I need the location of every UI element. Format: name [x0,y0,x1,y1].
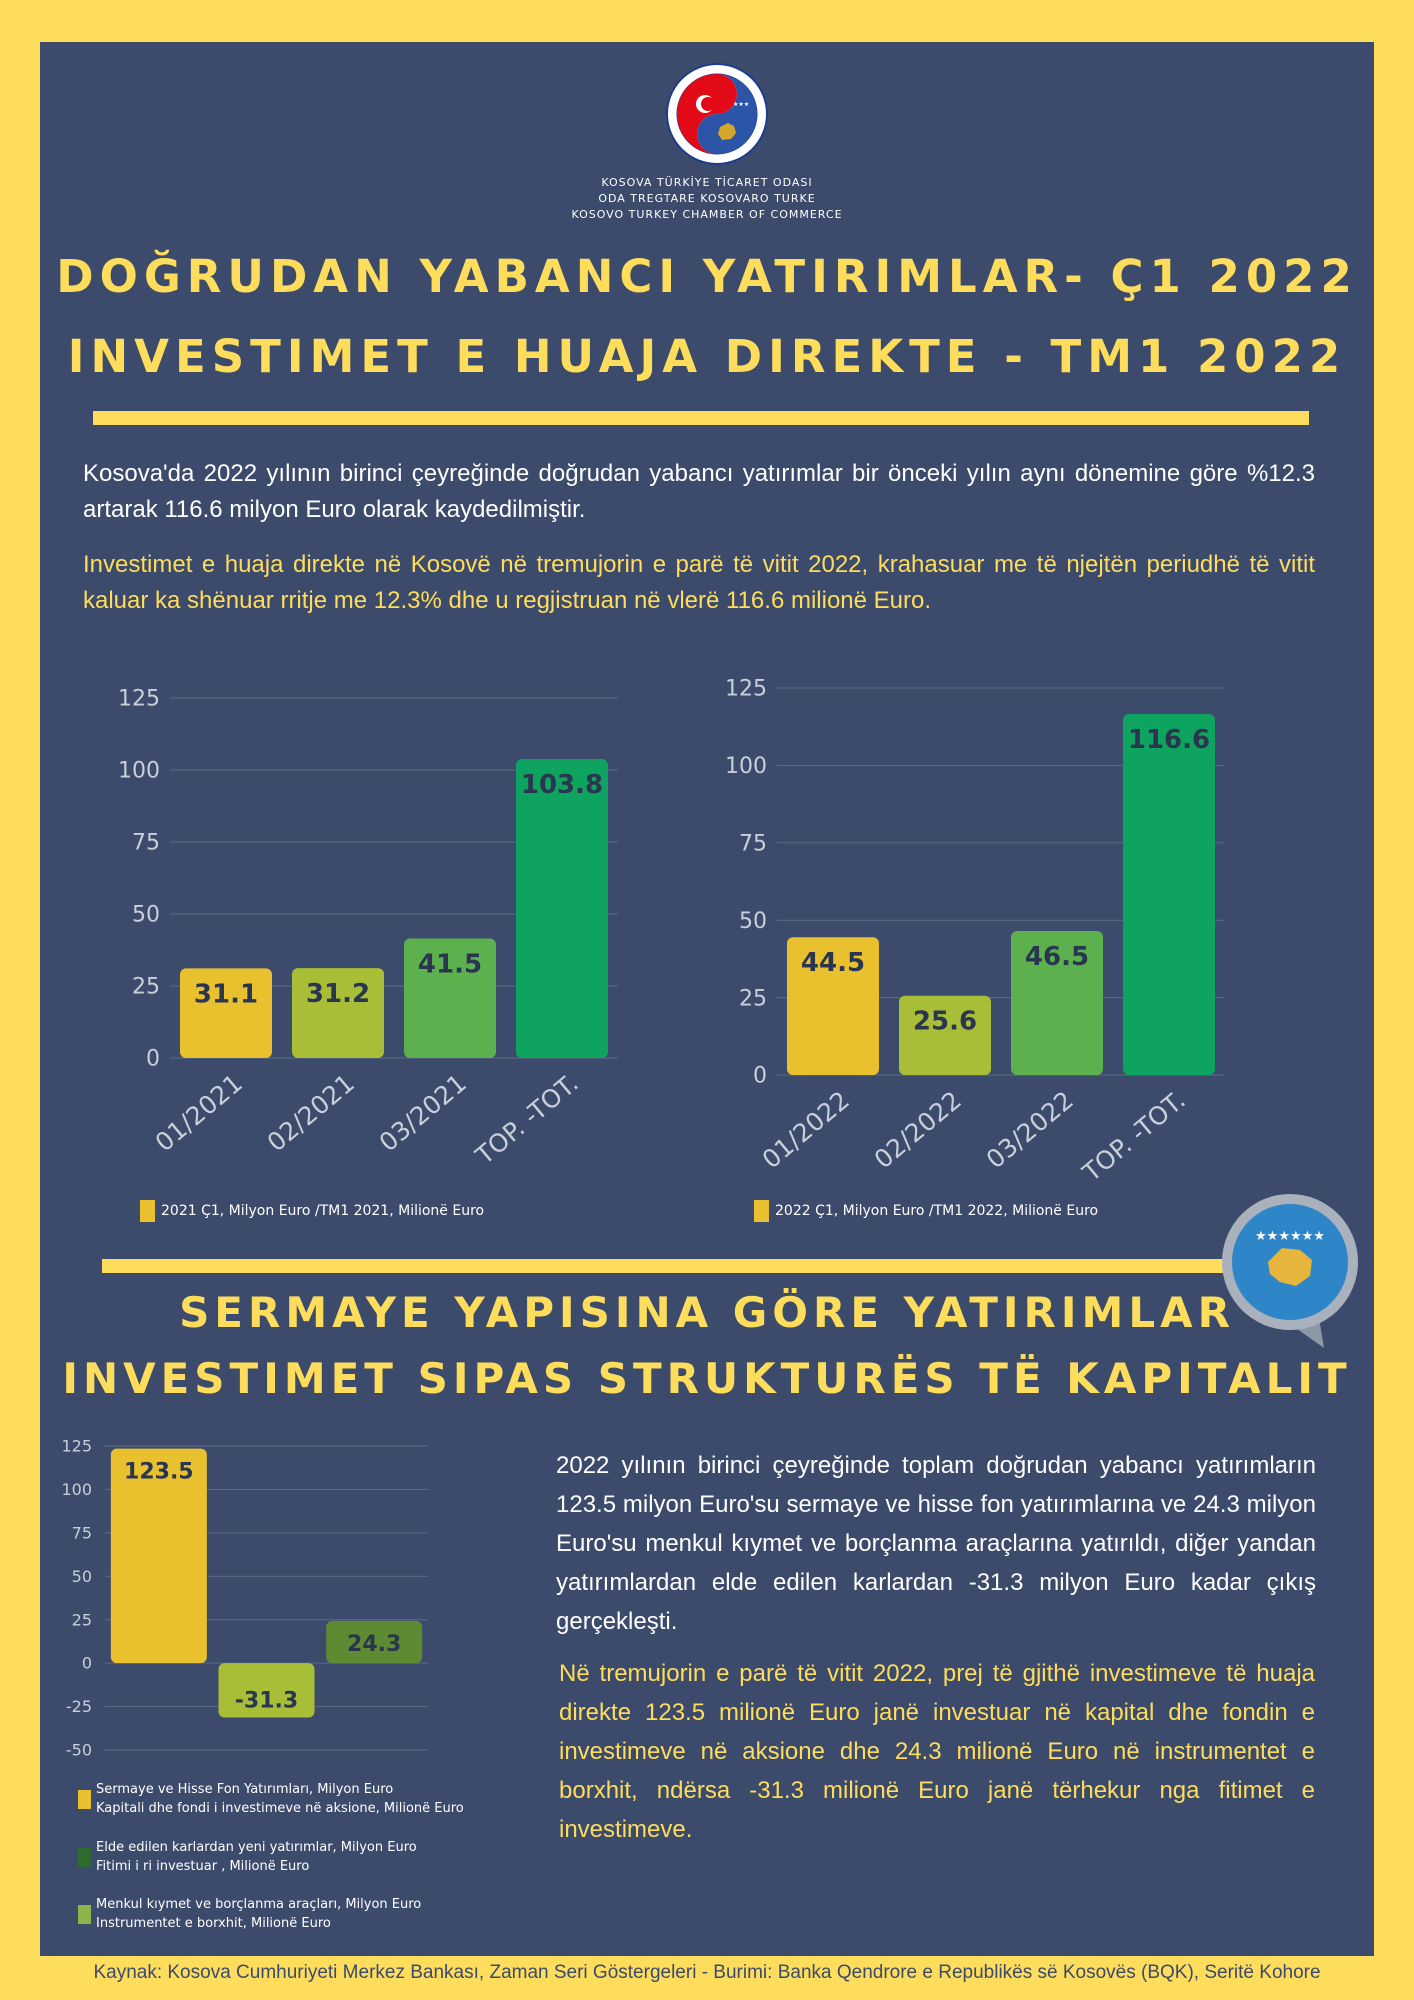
chart-fdi-2022 [697,670,1257,1200]
data-label: 116.6 [1127,725,1211,756]
y-tick-label: 125 [118,686,160,712]
y-tick-label: 0 [753,1063,767,1089]
legend-label-tr: Menkul kıymet ve borçlanma araçları, Milyon Euro [96,1897,422,1912]
section2-text-tr: 2022 yılının birinci çeyreğinde toplam doğrudan yabancı yatırımların 123.5 milyon Euro'su sermaye ve hisse fon yatırımlarına ve 24.3 milyon Euro'su menkul kıymet ve borçlanma araçlarına yatırıldı, diğer yandan yatırımlardan elde edilen karlardan -31.3 milyon Euro kadar çıkış gerçekleşti. [556,1452,1316,1635]
x-tick-label: 02/2022 [868,1085,967,1175]
org-name-tr: KOSOVA TÜRKİYE TİCARET ODASI [601,176,813,189]
data-label: 24.3 [347,1631,402,1657]
legend-swatch [754,1200,769,1222]
chart2-legend [754,1200,1098,1222]
intro-text-sq: Investimet e huaja direkte në Kosovë në tremujorin e parë të vitit 2022, krahasuar me të njejtën periudhë të vitit kaluar ka shënuar rritje me 12.3% dhe u regjistruan në vlerë 116.6 milionë Euro. [83,551,1315,614]
x-tick-label: TOP. -TOT. [1077,1085,1191,1188]
y-tick-label: 50 [739,908,767,934]
data-label: 31.1 [193,979,259,1010]
data-label: 31.2 [305,979,371,1010]
data-label: 41.5 [417,949,483,980]
x-tick-label: 03/2022 [980,1085,1079,1175]
legend-label: 2021 Ç1, Milyon Euro /TM1 2021, Milionë Euro [161,1203,485,1219]
legend-label-tr: Elde edilen karlardan yeni yatırımlar, Milyon Euro [96,1840,417,1855]
y-tick-label: 25 [132,974,160,1000]
y-tick-label: -25 [65,1697,92,1717]
legend-swatch [140,1200,155,1222]
legend-swatch [78,1790,91,1809]
x-tick-label: 02/2021 [261,1068,360,1158]
data-label: 46.5 [1024,942,1090,973]
legend-label-sq: Kapitali dhe fondi i investimeve në aksione, Milionë Euro [96,1801,464,1816]
x-tick-label: 01/2021 [149,1068,248,1158]
section2-text-sq: Në tremujorin e parë të vitit 2022, prej të gjithë investimeve të huaja direkte 123.5 milionë Euro janë investuar në kapital dhe fondin e investimeve në aksione dhe 24.3 milionë Euro në instrumentet e borxhit, ndërsa -31.3 milionë Euro janë tërhekur nga fitimet e investimeve. [559,1660,1315,1843]
chart-capital-structure [50,1430,440,1760]
legend-label-tr: Sermaye ve Hisse Fon Yatırımları, Milyon Euro [96,1782,394,1797]
chamber-logo [665,62,769,166]
chart-fdi-2021 [90,680,650,1200]
org-name-en: KOSOVO TURKEY CHAMBER OF COMMERCE [571,208,843,221]
section2-title-sq: INVESTIMET SIPAS STRUKTURËS TË KAPITALIT [62,1354,1352,1403]
y-tick-label: 0 [146,1046,160,1072]
legend-label-sq: Fitimi i ri investuar , Milionë Euro [96,1859,310,1874]
y-tick-label: 75 [132,830,160,856]
data-label: 123.5 [124,1459,194,1485]
legend-swatch [78,1848,91,1867]
y-tick-label: 50 [132,902,160,928]
title-divider [93,411,1309,425]
legend-label: 2022 Ç1, Milyon Euro /TM1 2022, Milionë Euro [775,1203,1099,1219]
y-tick-label: 100 [61,1480,92,1500]
y-tick-label: 50 [71,1566,92,1586]
main-title-sq: INVESTIMET E HUAJA DIREKTE - TM1 2022 [67,330,1347,383]
org-name-sq: ODA TREGTARE KOSOVARO TURKE [598,192,816,205]
y-tick-label: 0 [81,1653,92,1673]
source-footnote: Kaynak: Kosova Cumhuriyeti Merkez Bankası, Zaman Seri Göstergeleri - Burimi: Banka Qendrore e Republikës së Kosovës (BQK), Seritë Kohore [93,1962,1321,1983]
section-divider [102,1259,1242,1273]
data-label: 25.6 [912,1006,978,1037]
svg-text:★★★★★★: ★★★★★★ [1255,1229,1325,1244]
y-tick-label: 125 [61,1436,92,1456]
y-tick-label: 75 [71,1523,92,1543]
x-tick-label: TOP. -TOT. [470,1068,584,1171]
section2-title-tr: SERMAYE YAPISINA GÖRE YATIRIMLAR [179,1288,1235,1337]
legend-swatch [78,1905,91,1924]
data-label: 103.8 [520,770,604,801]
data-label: 44.5 [800,948,866,979]
intro-text-tr: Kosova'da 2022 yılının birinci çeyreğinde doğrudan yabancı yatırımlar bir önceki yılın aynı dönemine göre %12.3 artarak 116.6 milyon Euro olarak kaydedilmiştir. [83,460,1315,523]
y-tick-label: 125 [725,676,767,702]
y-tick-label: 75 [739,831,767,857]
data-label: -31.3 [234,1688,299,1714]
chart1-legend [140,1200,484,1222]
x-tick-label: 03/2021 [373,1068,472,1158]
bar [1123,714,1215,1075]
bar [516,759,608,1058]
y-tick-label: -50 [65,1740,92,1760]
x-tick-label: 01/2022 [756,1085,855,1175]
y-tick-label: 25 [739,986,767,1012]
y-tick-label: 100 [118,758,160,784]
main-title-tr: DOĞRUDAN YABANCI YATIRIMLAR- Ç1 2022 [56,250,1358,303]
y-tick-label: 25 [71,1610,92,1630]
svg-text:★★★: ★★★ [733,101,750,108]
legend-label-sq: Instrumentet e borxhit, Milionë Euro [96,1916,331,1931]
y-tick-label: 100 [725,754,767,780]
